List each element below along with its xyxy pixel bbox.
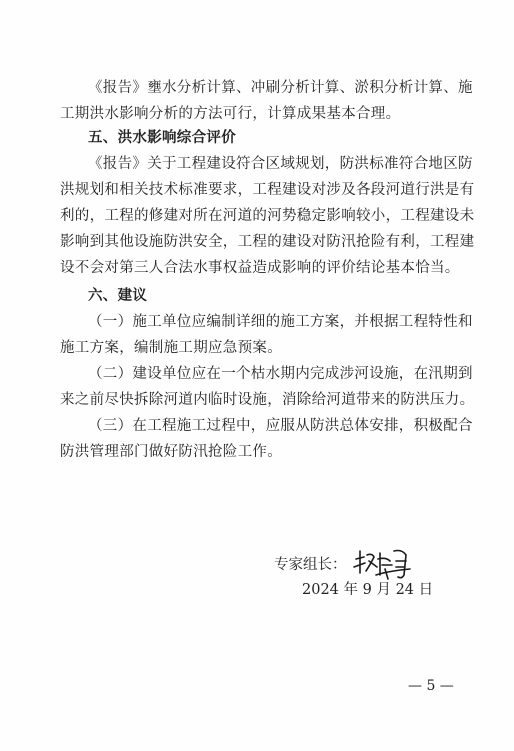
paragraph-1-line-2: 工期洪水影响分析的方法可行，计算成果基本合理。 [60,106,401,122]
suggestion-3-line-2: 防洪管理部门做好防汛抢险工作。 [60,444,282,460]
section-5-line-1: 《报告》关于工程建设符合区域规划，防洪标准符合地区防 [88,156,473,172]
suggestion-2-line-1: （二）建设单位应在一个枯水期内完成涉河设施，在汛期到 [88,366,473,382]
signature-date: 2024 年 9 月 24 日 [302,582,434,598]
section-5-line-3: 利的，工程的修建对所在河道的河势稳定影响较小，工程建设未 [60,208,475,224]
paragraph-1-line-1: 《报告》壅水分析计算、冲刷分析计算、淤积分析计算、施 [88,80,473,96]
section-5-line-5: 设不会对第三人合法水事权益造成影响的评价结论基本恰当。 [60,260,460,276]
handwritten-signature [352,545,412,585]
suggestion-2-line-2: 来之前尽快拆除河道内临时设施，消除给河道带来的防洪压力。 [60,392,475,408]
suggestion-3-line-1: （三）在工程施工过程中，应服从防洪总体安排，积极配合 [88,418,473,434]
suggestion-1-line-2: 施工方案，编制施工期应急预案。 [60,340,282,356]
section-5-line-2: 洪规划和相关技术标准要求，工程建设对涉及各段河道行洪是有 [60,182,475,198]
section-5-line-4: 影响到其他设施防洪安全，工程的建设对防汛抢险有利，工程建 [60,234,475,250]
suggestion-1-line-1: （一）施工单位应编制详细的施工方案，并根据工程特性和 [88,314,473,330]
page-number: — 5 — [408,678,454,694]
expert-leader-label: 专家组长： [274,557,347,573]
section-5-heading: 五、洪水影响综合评价 [88,130,236,146]
section-6-heading: 六、建议 [88,288,148,304]
